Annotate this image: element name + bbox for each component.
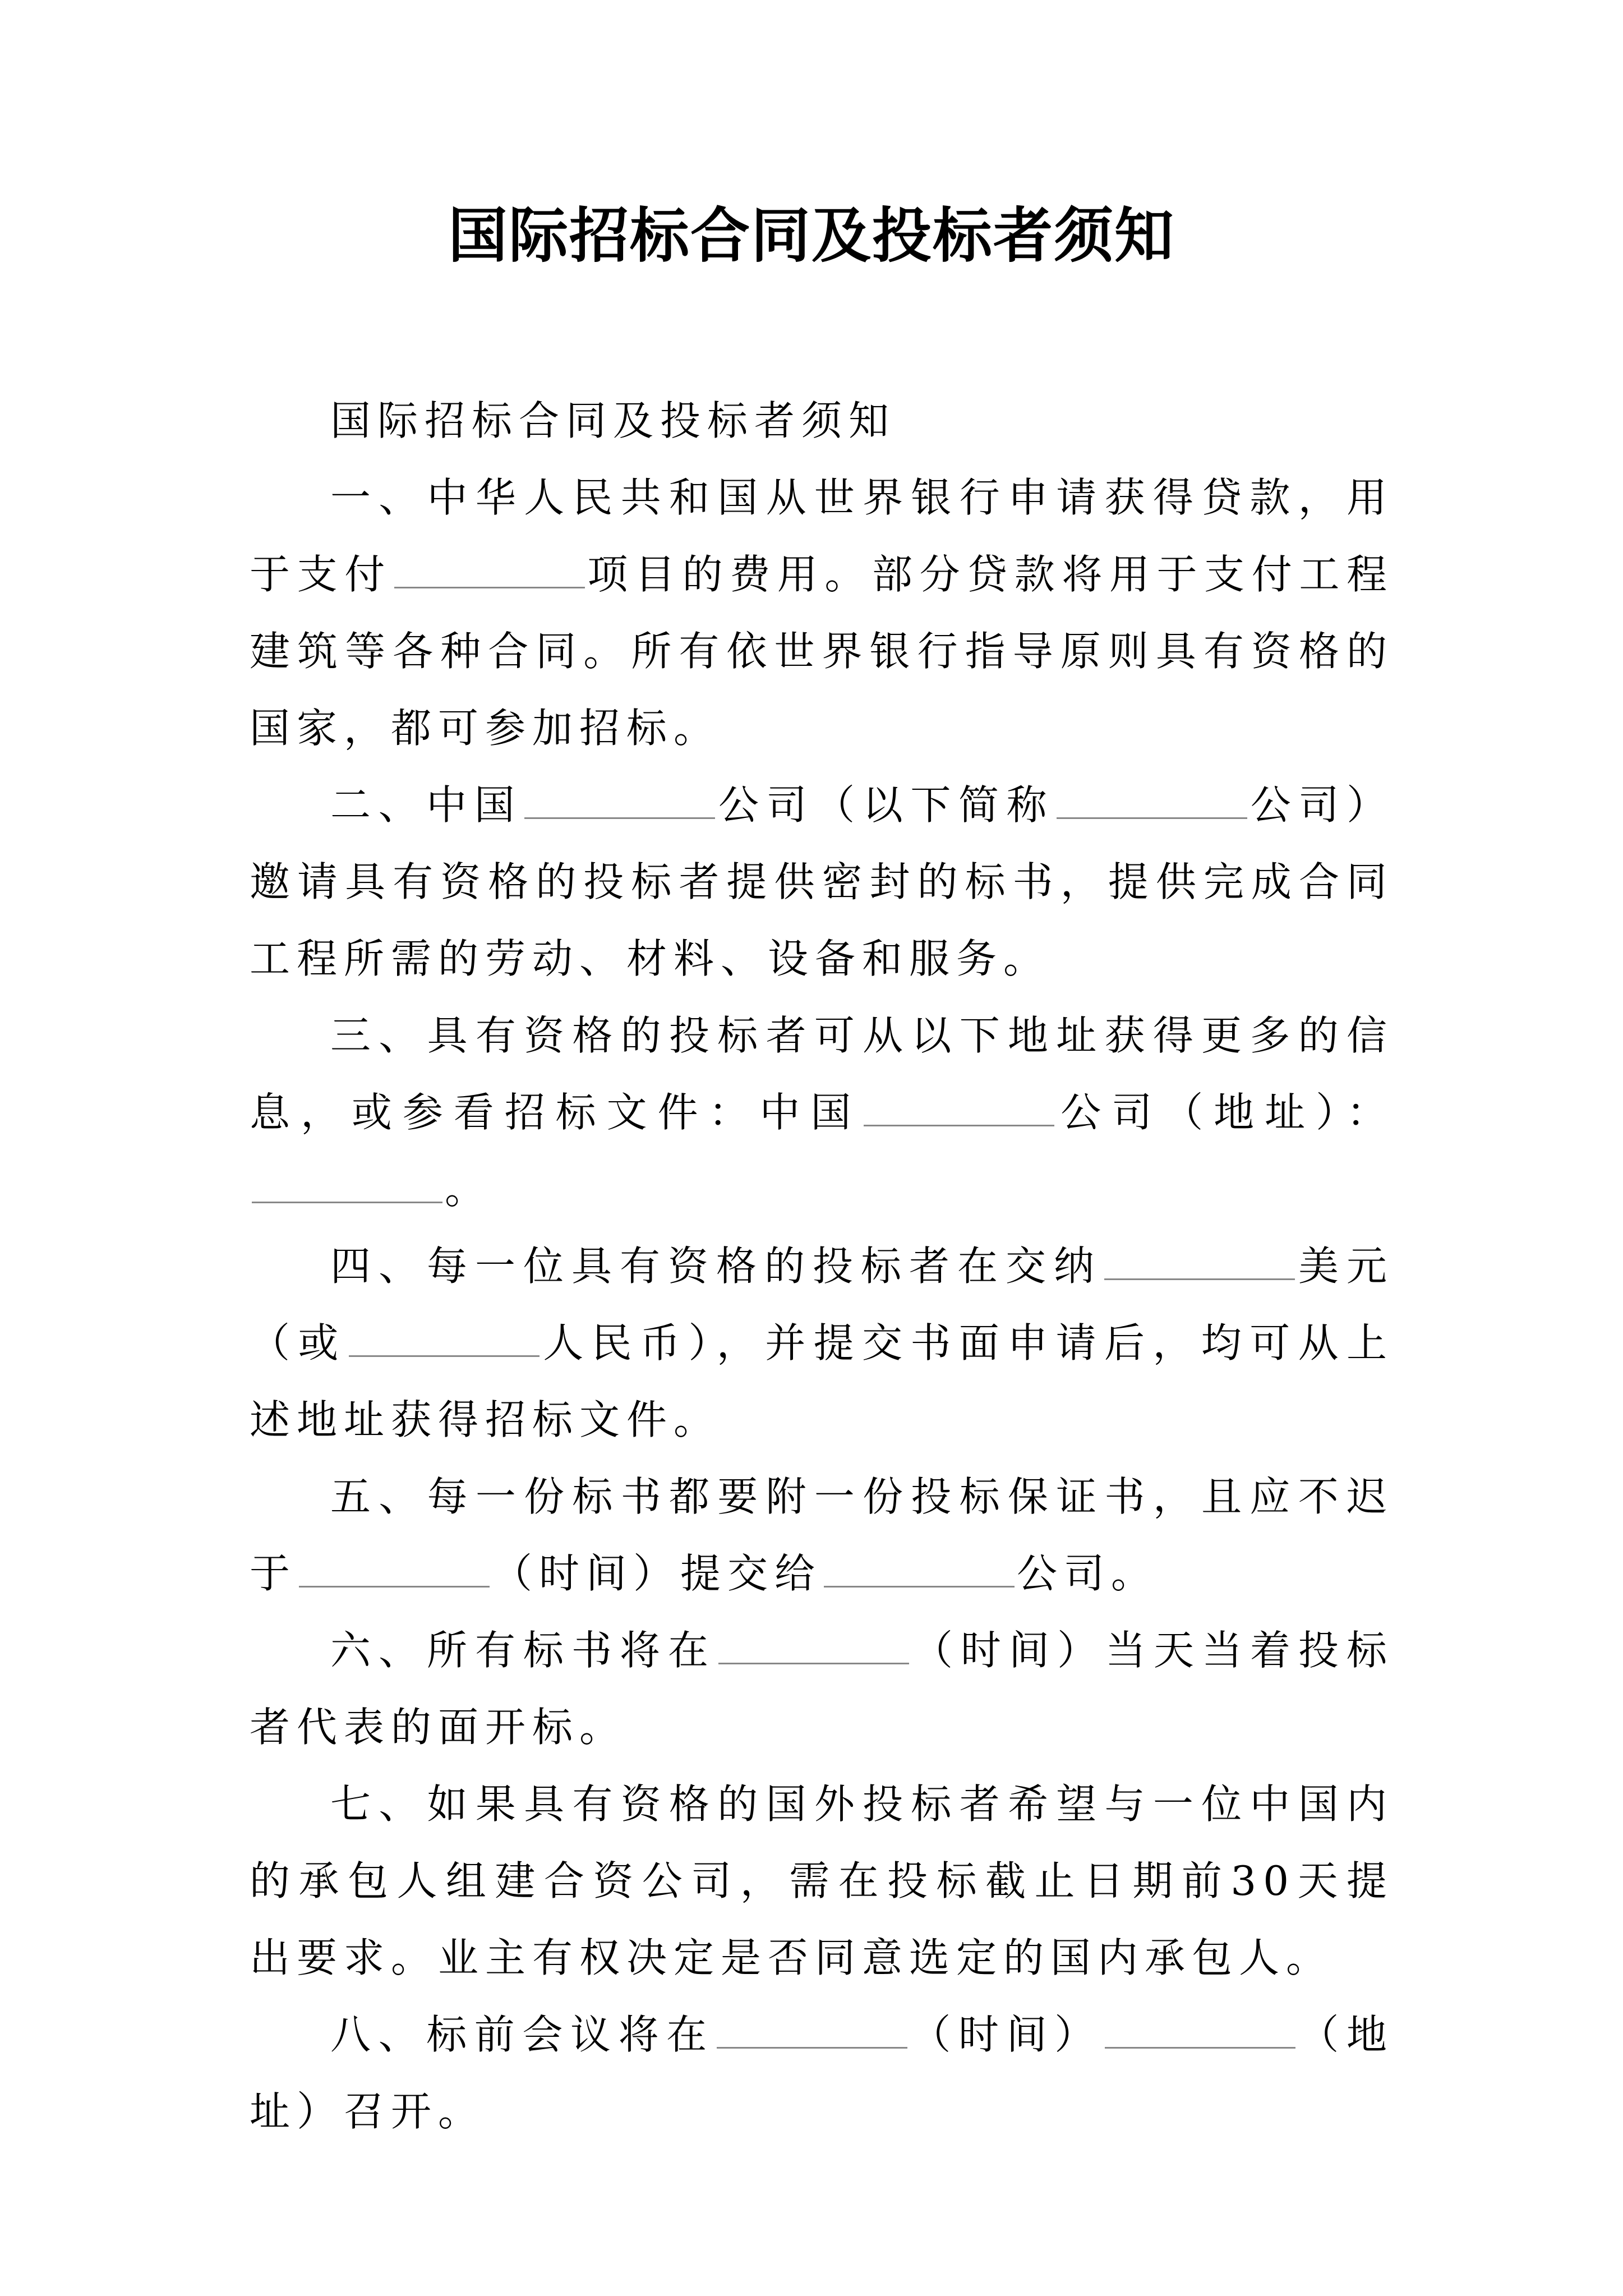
clause-6 bbox=[250, 1612, 1394, 1766]
document-title: 国际招标合同及投标者须知 bbox=[448, 200, 1175, 270]
fill-blank bbox=[349, 1316, 540, 1357]
clause-text: 美元（或 bbox=[250, 1243, 1394, 1366]
clause-4 bbox=[250, 1228, 1394, 1458]
clause-text: （时间）当天当着投标者代表的面开标。 bbox=[250, 1627, 1394, 1751]
clause-text: 六、所有标书将在 bbox=[330, 1627, 716, 1674]
clause-2 bbox=[250, 767, 1394, 997]
clause-text: 五、每一份标书都要附一份投标保证书，且应不迟于 bbox=[250, 1473, 1394, 1597]
fill-blank bbox=[824, 1547, 1015, 1588]
fill-blank bbox=[718, 1623, 909, 1664]
fill-blank bbox=[394, 547, 585, 588]
clause-3 bbox=[250, 997, 1394, 1228]
clause-5 bbox=[250, 1458, 1394, 1612]
clause-text: 七、如果具有资格的国外投标者希望与一位中国内的承包人组建合资公司，需在投标截止日期前30天提出要求。业主有权决定是否同意选定的国内承包人。 bbox=[250, 1780, 1394, 1981]
clause-text: （时间）提交给 bbox=[492, 1550, 822, 1597]
fill-blank bbox=[299, 1547, 490, 1588]
fill-blank bbox=[1105, 2008, 1295, 2049]
clause-text: （地址）召开。 bbox=[250, 2011, 1394, 2135]
clause-text: 项目的费用。部分贷款将用于支付工程建筑等各种合同。所有依世界银行指导原则具有资格的国家，都可参加招标。 bbox=[250, 551, 1394, 752]
clause-8 bbox=[250, 1996, 1394, 2150]
clause-7 bbox=[250, 1766, 1394, 1996]
clause-text: 四、每一位具有资格的投标者在交纳 bbox=[330, 1243, 1102, 1290]
clause-text: 公司（以下简称 bbox=[717, 781, 1055, 829]
clause-text: （时间） bbox=[909, 2011, 1103, 2058]
clause-text: 三、具有资格的投标者可从以下地址获得更多的信息，或参看招标文件：中国 bbox=[250, 1012, 1394, 1136]
fill-blank bbox=[864, 1085, 1054, 1126]
clause-text: 公司（地址）： bbox=[1057, 1089, 1394, 1136]
clause-1 bbox=[250, 459, 1394, 767]
clause-text: 公司）邀请具有资格的投标者提供密封的标书，提供完成合同工程所需的劳动、材料、设备和服务。 bbox=[250, 781, 1394, 982]
clause-text: 公司。 bbox=[1017, 1550, 1159, 1597]
clause-text: 。 bbox=[445, 1166, 492, 1213]
clause-text: 八、标前会议将在 bbox=[330, 2011, 714, 2058]
subheading: 国际招标合同及投标者须知 bbox=[330, 397, 896, 444]
clause-text: 二、中国 bbox=[330, 781, 523, 829]
fill-blank bbox=[1104, 1239, 1295, 1280]
fill-blank bbox=[717, 2008, 907, 2049]
clause-text: 人民币），并提交书面申请后，均可从上述地址获得招标文件。 bbox=[250, 1319, 1394, 1443]
fill-blank bbox=[252, 1162, 442, 1203]
fill-blank bbox=[524, 778, 715, 819]
document-body bbox=[250, 383, 1394, 2150]
fill-blank bbox=[1057, 778, 1247, 819]
clause-text: 一、中华人民共和国从世界银行申请获得贷款，用于支付 bbox=[250, 474, 1394, 598]
